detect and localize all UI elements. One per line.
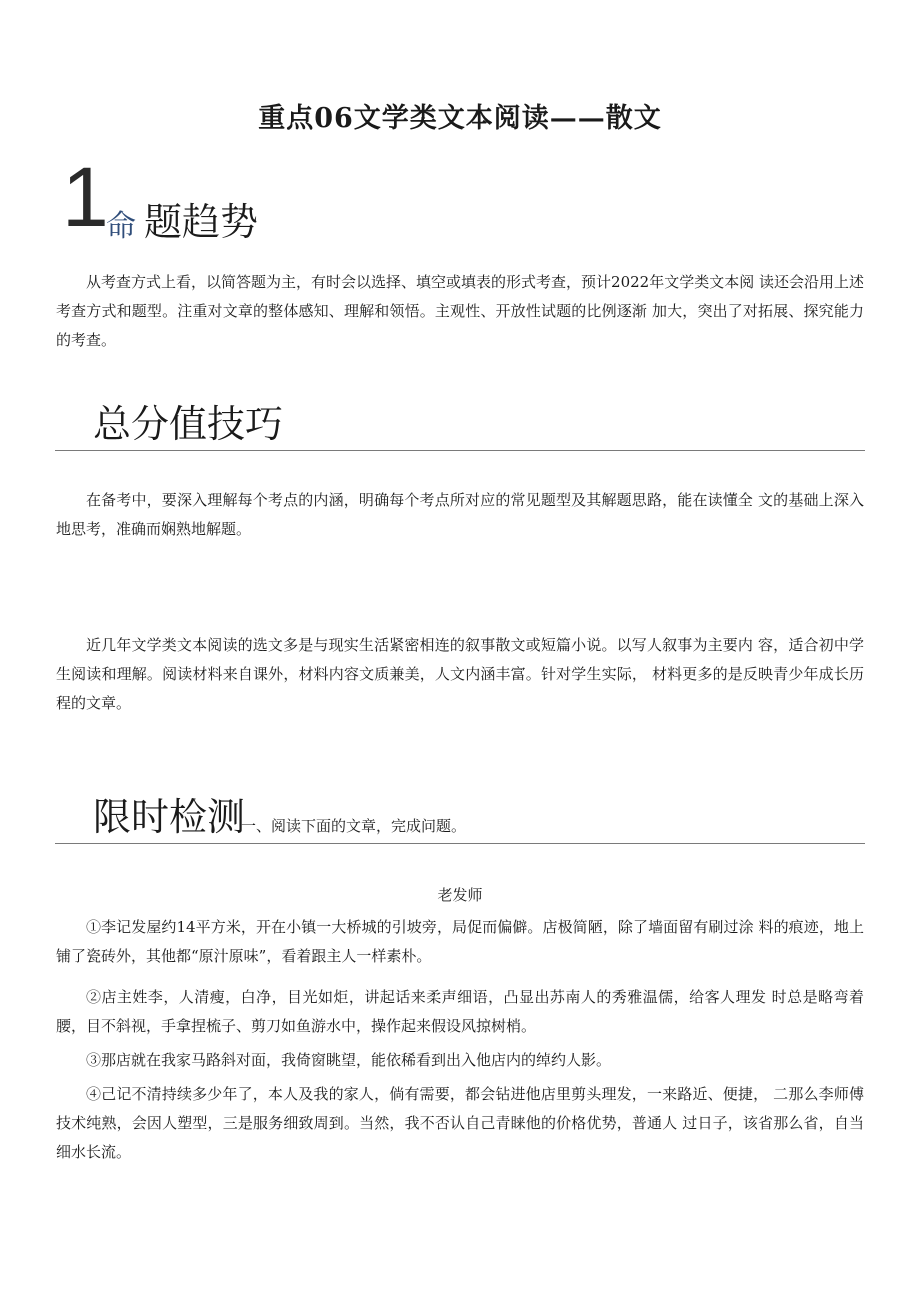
trend-paragraph: 从考查方式上看，以简答题为主，有时会以选择、填空或填表的形式考查，预计2022年文学类文本阅 读还会沿用上述考查方式和题型。注重对文章的整体感知、理解和领悟。主观性、开放性试题的比例逐渐 加大，突出了对拓展、探究能力的考查。 — [56, 273, 864, 349]
section-heading-first-char: 命 — [106, 209, 136, 244]
section-heading-rest: 题趋势 — [144, 200, 259, 244]
section-instruction: 一、阅读下面的文章，完成问题。 — [241, 817, 467, 835]
section-heading-text: 总分值技巧 — [93, 402, 284, 446]
story-paragraph: ④己记不清持续多少年了，本人及我的家人，倘有需要，都会钻进他店里剪头理发，一来路近、便捷， 二那么李师傅技术纯熟，会因人塑型，三是服务细致周到。当然，我不否认自己青睐他的价格优势，普通人 过日子，该省那么省，自当细水长流。 — [56, 1085, 864, 1161]
story-paragraph: ①李记发屋约14平方米，开在小镇一大桥城的引坡旁，局促而偏僻。店极简陋，除了墙面留有刷过涂 料的痕迹，地上铺了瓷砖外，其他都“原汁原味”，看着跟主人一样素朴。 — [56, 918, 864, 965]
story-title: 老发师 — [437, 886, 483, 904]
section-test-heading — [55, 790, 865, 844]
story-paragraph: ②店主姓李，人清瘦，白净，目光如炬，讲起话来柔声细语，凸显出苏南人的秀雅温儒，给客人理发 时总是略弯着腰，目不斜视，手拿捏梳子、剪刀如鱼游水中，操作起来假设风掠树梢。 — [56, 988, 864, 1035]
story-paragraph: ③那店就在我家马路斜对面，我倚窗眺望，能依稀看到出入他店内的绰约人影。 — [86, 1051, 612, 1069]
skills-paragraph-1: 在备考中，要深入理解每个考点的内涵，明确每个考点所对应的常见题型及其解题思路，能在读懂全 文的基础上深入地思考，准确而娴熟地解题。 — [56, 491, 864, 538]
document-title: 重点06文学类文本阅读——散文 — [258, 103, 662, 134]
section-heading-text: 限时检测 — [93, 795, 246, 839]
section-number: 1 — [62, 150, 109, 244]
section-skills-heading — [55, 396, 865, 451]
skills-paragraph-2: 近几年文学类文本阅读的选文多是与现实生活紧密相连的叙事散文或短篇小说。以写人叙事为主要内 容，适合初中学生阅读和理解。阅读材料来自课外，材料内容文质兼美，人文内涵丰富。针对学生实际， 材料更多的是反映青少年成长历程的文章。 — [56, 636, 864, 712]
